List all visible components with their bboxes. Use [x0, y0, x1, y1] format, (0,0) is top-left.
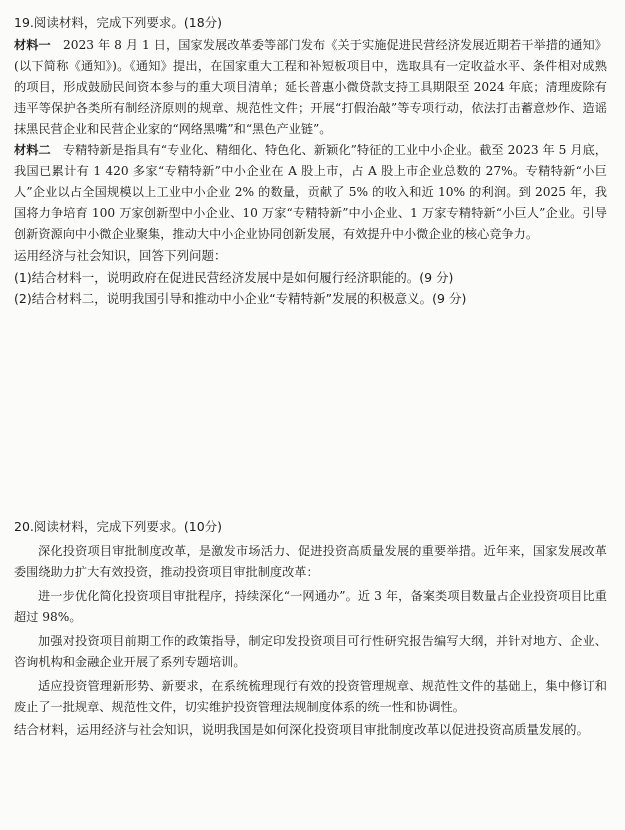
- question-20-para-4: 适应投资管理新形势、新要求，在系统梳理现行有效的投资管理规章、规范性文件的基础上，集中修订和废止了一批规章、规范性文件，切实维护投资管理法规制度体系的统一性和协调性。: [14, 679, 607, 714]
- material-2-tag: 材料二: [14, 143, 51, 157]
- question-19-sub-2: (2)结合材料二，说明我国引导和推动中小企业“专精特新”发展的积极意义。(9 分): [14, 291, 467, 306]
- question-19-sub-1: (1)结合材料一，说明政府在促进民营经济发展中是如何履行经济职能的。(9 分): [14, 269, 454, 285]
- question-20-heading: 20.阅读材料，完成下列要求。(10分): [14, 519, 223, 534]
- question-20: [14, 516, 607, 741]
- question-20-para-2: 进一步优化简化投资项目审批程序，持续深化“一网通办”。近 3 年，备案类项目数量占企业投资项目比重超过 98%。: [14, 589, 607, 624]
- material-1-text: 2023 年 8 月 1 日，国家发展改革委等部门发布《关于实施促进民营经济发展近期若干举措的通知》(以下简称《通知》)。《通知》提出，在国家重大工程和补短板项目中，选取具有一定收益水平、条件相对成熟的项目，形成鼓励民间资本参与的重大项目清单；延长普惠小微贷款支持工具期限至 2024 年底；清理废除有违平等保护各类所有制经济原则的规章、规范性文件；开展“打假治敲”等专项行动，依法打击蓄意炒作、造谣抹黑民营企业和民营企业家的“网络黑嘴”和“黑色产业链”。: [14, 38, 607, 136]
- question-20-task: 结合材料，运用经济与社会知识，说明我国是如何深化投资项目审批制度改革以促进投资高质量发展的。: [14, 722, 590, 737]
- material-1: [14, 35, 607, 140]
- material-2-text: 专精特新是指具有“专业化、精细化、特色化、新颖化”特征的工业中小企业。截至 2023 年 5 月底，我国已累计有 1 420 多家“专精特新”中小企业在 A 股上市，占 A 股上市企业总数的 27%。专精特新“小巨人”企业以占全国规模以上工业中小企业 2% 的数量，贡献了 5% 的收入和近 10% 的利润。到 2025 年，我国将力争培育 100 万家创新型中小企业、10 万家“专精特新”中小企业、1 万家专精特新“小巨人”企业。引导创新资源向中小微企业聚集，推动大中小企业协同创新发展，有效提升中小微企业的核心竞争力。: [14, 143, 607, 241]
- question-20-para-3: 加强对投资项目前期工作的政策指导，制定印发投资项目可行性研究报告编写大纲，并针对地方、企业、咨询机构和金融企业开展了系列专题培训。: [14, 634, 607, 669]
- question-19: [14, 12, 607, 310]
- material-2: [14, 140, 607, 245]
- question-20-para-1: 深化投资项目审批制度改革，是激发市场活力、促进投资高质量发展的重要举措。近年来，国家发展改革委围绕助力扩大有效投资，推动投资项目审批制度改革：: [14, 544, 607, 579]
- material-1-tag: 材料一: [14, 38, 51, 52]
- question-19-heading: 19.阅读材料，完成下列要求。(18分): [14, 15, 223, 30]
- question-19-prompt: 运用经济与社会知识，回答下列问题：: [14, 248, 227, 263]
